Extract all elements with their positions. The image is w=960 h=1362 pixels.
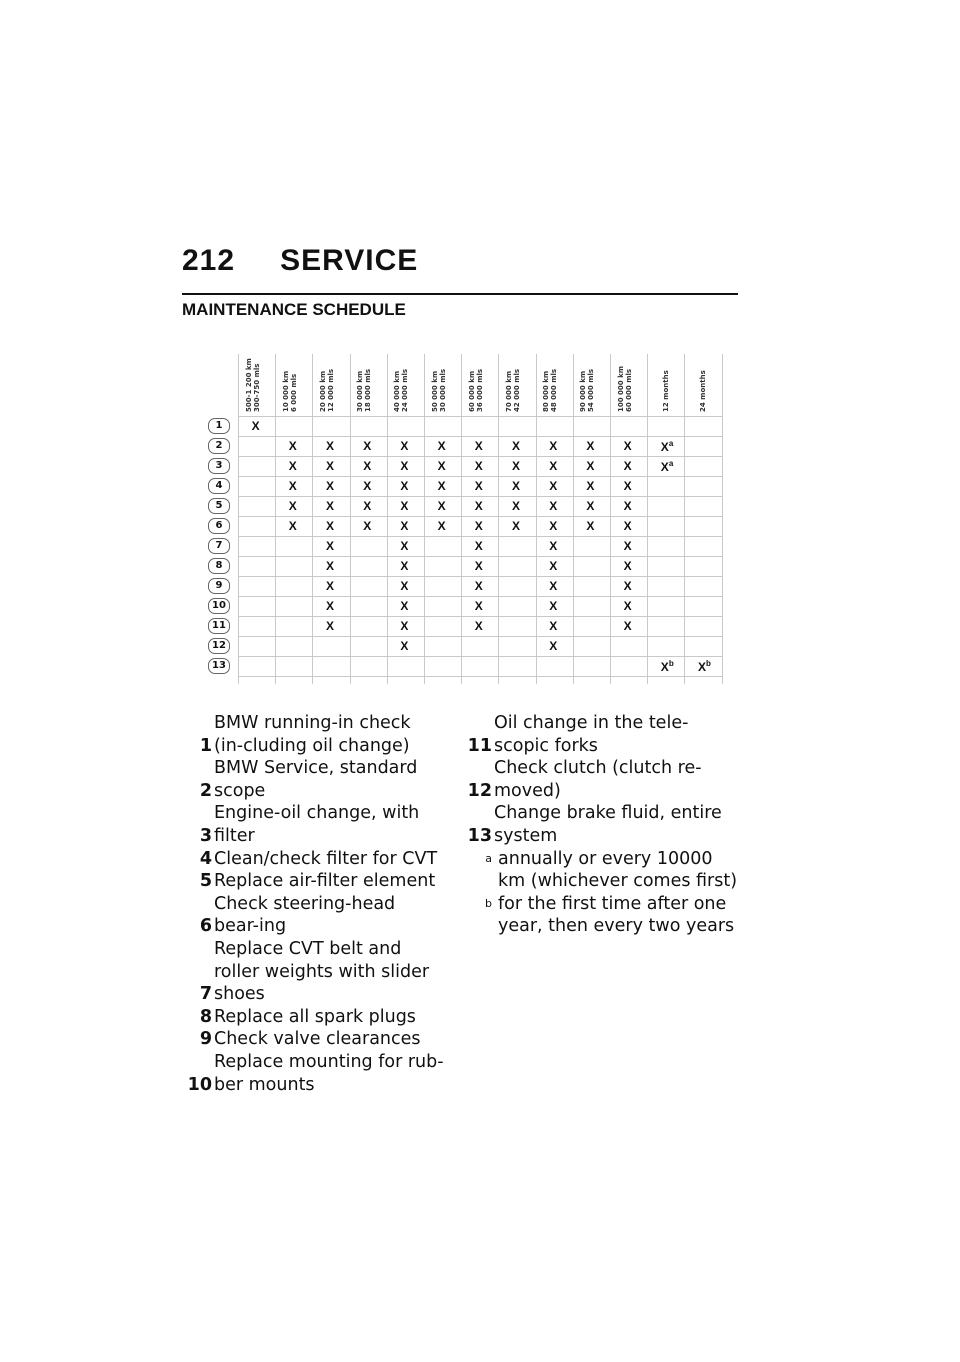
legend-number: 6	[199, 916, 212, 937]
schedule-mark: X	[437, 519, 446, 533]
schedule-mark: X	[326, 599, 335, 613]
column-header-label: 20 000 km 12 000 mls	[318, 368, 335, 412]
schedule-mark: $X^b$	[698, 659, 711, 674]
schedule-mark: X	[288, 479, 297, 493]
schedule-mark: X	[400, 459, 409, 473]
schedule-mark: X	[586, 519, 595, 533]
schedule-mark: X	[326, 499, 335, 513]
column-header-label: 10 000 km 6 000 mls	[281, 370, 298, 412]
column-header-label: 30 000 km 18 000 mls	[356, 368, 373, 412]
legend-item	[182, 938, 444, 1006]
schedule-mark: $X^a$	[660, 439, 674, 454]
schedule-mark: X	[400, 499, 409, 513]
legend-right-column	[462, 712, 738, 938]
schedule-mark: X	[400, 439, 409, 453]
schedule-mark: X	[474, 539, 483, 553]
row-number-badge: 4	[208, 478, 230, 494]
schedule-mark: X	[623, 539, 632, 553]
row-number-badge: 12	[208, 638, 230, 654]
legend-number: 13	[467, 825, 492, 846]
grid-hline	[238, 496, 722, 497]
legend-text: Oil change in the tele-scopic forks	[494, 713, 689, 756]
legend-item	[182, 712, 444, 757]
schedule-mark: X	[586, 479, 595, 493]
schedule-mark: X	[549, 619, 558, 633]
schedule-mark: X	[326, 539, 335, 553]
schedule-mark: X	[549, 539, 558, 553]
schedule-mark: X	[586, 439, 595, 453]
legend-text: Replace air-filter element	[214, 871, 436, 892]
schedule-mark: X	[623, 519, 632, 533]
column-header-label: 500-1 200 km 300-750 mls	[244, 358, 261, 412]
column-header	[312, 354, 349, 416]
row-number-badge: 11	[208, 618, 230, 634]
page-header	[182, 244, 738, 278]
schedule-mark: X	[586, 459, 595, 473]
row-number-badge: 9	[208, 578, 230, 594]
grid-hline	[238, 476, 722, 477]
schedule-mark: $X^a$	[660, 459, 674, 474]
row-number-badge: 13	[208, 658, 230, 674]
schedule-mark: X	[474, 499, 483, 513]
column-header	[350, 354, 387, 416]
schedule-mark: X	[623, 599, 632, 613]
schedule-mark: X	[623, 579, 632, 593]
legend-number: 10	[187, 1074, 212, 1095]
schedule-mark: X	[400, 519, 409, 533]
legend-text: BMW Service, standard scope	[214, 758, 418, 801]
legend-item	[462, 848, 738, 893]
legend-item	[462, 712, 738, 757]
schedule-mark: X	[474, 579, 483, 593]
legend-text: Change brake fluid, entire system	[494, 803, 722, 846]
legend-text: Replace CVT belt and roller weights with slider shoes	[214, 938, 430, 1005]
column-header-label: 80 000 km 48 000 mls	[542, 368, 559, 412]
row-number-badge: 7	[208, 538, 230, 554]
schedule-mark: X	[586, 499, 595, 513]
schedule-mark: X	[512, 479, 521, 493]
grid-hline	[238, 436, 722, 437]
legend-item	[462, 893, 738, 938]
column-header	[275, 354, 312, 416]
grid-hline	[238, 596, 722, 597]
schedule-mark: X	[400, 619, 409, 633]
schedule-mark: X	[623, 479, 632, 493]
schedule-mark: X	[474, 519, 483, 533]
schedule-mark: X	[623, 459, 632, 473]
schedule-mark: X	[549, 559, 558, 573]
schedule-mark: X	[363, 479, 372, 493]
legend-text: Replace all spark plugs	[214, 1006, 416, 1027]
schedule-mark: X	[437, 439, 446, 453]
legend-text: Check clutch (clutch re-moved)	[494, 758, 702, 801]
schedule-mark: X	[288, 439, 297, 453]
schedule-mark: X	[400, 559, 409, 573]
schedule-mark: X	[288, 499, 297, 513]
schedule-mark: X	[400, 639, 409, 653]
row-number-badge: 2	[208, 438, 230, 454]
column-header	[573, 354, 610, 416]
schedule-mark: X	[363, 439, 372, 453]
schedule-mark: X	[549, 499, 558, 513]
schedule-mark: X	[363, 459, 372, 473]
grid-hline	[238, 576, 722, 577]
legend-text: Check steering-head bear-ing	[214, 893, 396, 937]
legend-text: for the first time after one year, then every two years	[498, 893, 735, 937]
schedule-mark: X	[326, 459, 335, 473]
section-title: MAINTENANCE SCHEDULE	[182, 300, 406, 319]
column-header-label: 50 000 km 30 000 mls	[430, 368, 447, 412]
column-header	[424, 354, 461, 416]
schedule-mark: X	[623, 559, 632, 573]
schedule-mark: X	[363, 499, 372, 513]
legend-number: 7	[199, 984, 212, 1005]
schedule-mark: X	[512, 499, 521, 513]
column-header-label: 100 000 km 60 000 mls	[616, 365, 633, 412]
schedule-mark: X	[326, 479, 335, 493]
row-number-badge: 10	[208, 598, 230, 614]
grid-hline	[238, 656, 722, 657]
grid-hline	[238, 536, 722, 537]
grid-hline	[238, 636, 722, 637]
schedule-mark: X	[363, 519, 372, 533]
schedule-mark: X	[437, 479, 446, 493]
schedule-mark: X	[549, 439, 558, 453]
legend-item	[462, 802, 738, 847]
legend-item	[182, 1028, 444, 1051]
schedule-mark: X	[326, 439, 335, 453]
legend-text: annually or every 10000 km (whichever comes first)	[498, 848, 738, 892]
legend-item	[182, 757, 444, 802]
schedule-mark: X	[400, 599, 409, 613]
legend-text: BMW running-in check (in-cluding oil change)	[214, 713, 411, 756]
schedule-mark: X	[549, 479, 558, 493]
legend-number: 11	[467, 735, 492, 756]
legend-left-column	[182, 712, 444, 1096]
schedule-mark: X	[549, 579, 558, 593]
schedule-mark: X	[549, 459, 558, 473]
column-header-label: 12 months	[661, 370, 670, 412]
schedule-mark: X	[623, 439, 632, 453]
schedule-mark: X	[474, 459, 483, 473]
footnote-marker: a	[668, 439, 674, 448]
row-number-badge: 1	[208, 418, 230, 434]
schedule-mark: X	[326, 619, 335, 633]
column-header-label: 90 000 km 54 000 mls	[579, 368, 596, 412]
schedule-mark: X	[474, 619, 483, 633]
schedule-mark: X	[288, 519, 297, 533]
column-header-label: 60 000 km 36 000 mls	[467, 368, 484, 412]
schedule-mark: X	[437, 499, 446, 513]
legend-text: Clean/check filter for CVT	[214, 848, 438, 869]
schedule-mark: X	[512, 439, 521, 453]
schedule-mark: X	[326, 519, 335, 533]
column-header	[610, 354, 647, 416]
schedule-mark: X	[549, 519, 558, 533]
legend-item	[182, 893, 444, 938]
legend-number: 2	[199, 780, 212, 801]
grid-vline	[722, 354, 723, 684]
legend-footnote-marker: a	[485, 851, 492, 865]
chapter-title: SERVICE	[280, 244, 419, 277]
column-header	[387, 354, 424, 416]
schedule-mark: X	[512, 459, 521, 473]
page-number: 212	[182, 244, 236, 277]
grid-hline	[238, 616, 722, 617]
legend-item	[182, 802, 444, 847]
grid-hline	[238, 676, 722, 677]
footnote-marker: a	[668, 459, 674, 468]
schedule-mark: X	[623, 619, 632, 633]
column-header-label: 40 000 km 24 000 mls	[393, 368, 410, 412]
header-rule	[182, 293, 738, 295]
legend-number: 12	[467, 780, 492, 801]
schedule-mark: X	[326, 579, 335, 593]
grid-hline	[238, 456, 722, 457]
legend-number: 4	[199, 848, 212, 869]
legend-number: 3	[199, 825, 212, 846]
legend-item	[182, 848, 444, 871]
legend-item	[462, 757, 738, 802]
legend-item	[182, 1006, 444, 1029]
footnote-marker: b	[668, 659, 674, 668]
legend-number: 8	[199, 1006, 212, 1027]
schedule-mark: X	[288, 459, 297, 473]
schedule-mark: X	[512, 519, 521, 533]
maintenance-schedule-table	[200, 354, 722, 684]
schedule-mark: X	[400, 539, 409, 553]
row-number-badge: 3	[208, 458, 230, 474]
footnote-marker: b	[706, 659, 711, 668]
schedule-mark: X	[437, 459, 446, 473]
schedule-mark: X	[549, 599, 558, 613]
legend-text: Engine-oil change, with filter	[214, 803, 420, 846]
schedule-mark: X	[400, 479, 409, 493]
legend-footnote-marker: b	[485, 896, 492, 910]
column-header	[536, 354, 573, 416]
schedule-mark: $X^b$	[660, 659, 674, 674]
schedule-mark: X	[474, 599, 483, 613]
schedule-grid	[200, 354, 722, 684]
column-header-label: 24 months	[698, 370, 707, 412]
schedule-mark: X	[474, 559, 483, 573]
grid-hline	[238, 416, 722, 417]
row-number-badge: 5	[208, 498, 230, 514]
schedule-mark: X	[474, 479, 483, 493]
column-header	[684, 354, 721, 416]
row-number-badge: 6	[208, 518, 230, 534]
column-header	[498, 354, 535, 416]
legend-number: 1	[199, 735, 212, 756]
legend-item	[182, 1051, 444, 1096]
column-header	[238, 354, 275, 416]
column-header	[647, 354, 684, 416]
schedule-mark: X	[400, 579, 409, 593]
column-header	[461, 354, 498, 416]
grid-hline	[238, 556, 722, 557]
legend-text: Replace mounting for rub-ber mounts	[214, 1051, 444, 1095]
grid-hline	[238, 516, 722, 517]
schedule-mark: X	[326, 559, 335, 573]
row-number-badge: 8	[208, 558, 230, 574]
schedule-mark: X	[623, 499, 632, 513]
legend-text: Check valve clearances	[214, 1029, 421, 1050]
schedule-mark: X	[474, 439, 483, 453]
legend-item	[182, 870, 444, 893]
column-header-label: 70 000 km 42 000 mls	[504, 368, 521, 412]
legend-number: 5	[199, 871, 212, 892]
schedule-mark: X	[549, 639, 558, 653]
legend-number: 9	[199, 1029, 212, 1050]
schedule-mark: X	[251, 419, 260, 433]
